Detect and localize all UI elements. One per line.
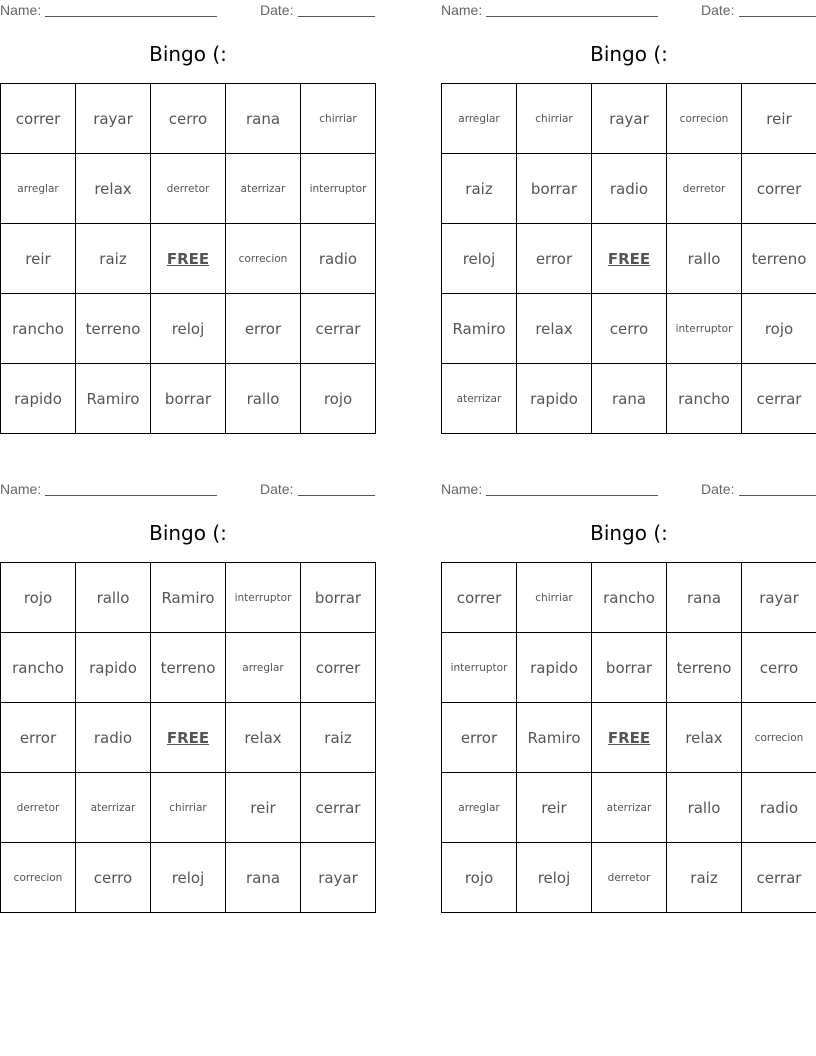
date-blank — [298, 16, 375, 17]
bingo-cell: rojo — [301, 364, 376, 434]
bingo-cell: reloj — [151, 294, 226, 364]
card-header — [441, 0, 816, 22]
bingo-cell: arreglar — [442, 84, 517, 154]
date-label: Date: — [701, 481, 735, 497]
bingo-card-4 — [441, 479, 816, 915]
bingo-cell: relax — [517, 294, 592, 364]
bingo-cell: rallo — [226, 364, 301, 434]
bingo-cell: interruptor — [301, 154, 376, 224]
bingo-cell: interruptor — [442, 633, 517, 703]
card-header — [441, 479, 816, 501]
date-label: Date: — [260, 481, 294, 497]
bingo-cell: rayar — [742, 563, 816, 633]
bingo-cell: raiz — [667, 843, 742, 913]
bingo-cell: rapido — [76, 633, 151, 703]
bingo-cell: correcion — [226, 224, 301, 294]
bingo-cell: cerro — [742, 633, 816, 703]
bingo-cell: relax — [667, 703, 742, 773]
bingo-cell: raiz — [442, 154, 517, 224]
bingo-cell: rancho — [592, 563, 667, 633]
bingo-cell: error — [442, 703, 517, 773]
bingo-card-3 — [0, 479, 376, 915]
bingo-cell: reir — [517, 773, 592, 843]
bingo-cell: correr — [301, 633, 376, 703]
name-blank — [45, 495, 217, 496]
bingo-cell: rana — [226, 843, 301, 913]
free-space-cell: FREE — [592, 224, 667, 294]
bingo-grid — [441, 562, 816, 913]
card-title: Bingo (: — [590, 521, 668, 545]
bingo-card-2 — [441, 0, 816, 436]
name-label: Name: — [441, 2, 483, 18]
bingo-cell: cerro — [151, 84, 226, 154]
bingo-cell: rayar — [592, 84, 667, 154]
free-space-cell: FREE — [592, 703, 667, 773]
date-blank — [739, 16, 816, 17]
bingo-cell: terreno — [667, 633, 742, 703]
bingo-cell: interruptor — [667, 294, 742, 364]
bingo-cell: arreglar — [442, 773, 517, 843]
bingo-cell: relax — [76, 154, 151, 224]
card-header — [0, 0, 376, 22]
bingo-card-1 — [0, 0, 376, 436]
name-blank — [486, 495, 658, 496]
bingo-cell: cerrar — [742, 364, 816, 434]
date-label: Date: — [701, 2, 735, 18]
bingo-cell: rojo — [742, 294, 816, 364]
bingo-grid — [0, 83, 376, 434]
bingo-grid — [441, 83, 816, 434]
bingo-cell: correcion — [667, 84, 742, 154]
card-header — [0, 479, 376, 501]
name-label: Name: — [441, 481, 483, 497]
bingo-cell: derretor — [151, 154, 226, 224]
bingo-cell: correcion — [742, 703, 816, 773]
bingo-cell: aterrizar — [76, 773, 151, 843]
bingo-cell: rallo — [667, 224, 742, 294]
name-blank — [45, 16, 217, 17]
bingo-cell: aterrizar — [592, 773, 667, 843]
bingo-cell: terreno — [742, 224, 816, 294]
bingo-cell: borrar — [151, 364, 226, 434]
bingo-cell: rancho — [667, 364, 742, 434]
bingo-cell: aterrizar — [226, 154, 301, 224]
bingo-cell: radio — [76, 703, 151, 773]
date-blank — [739, 495, 816, 496]
bingo-cell: reloj — [442, 224, 517, 294]
card-title: Bingo (: — [590, 42, 668, 66]
bingo-cell: correr — [442, 563, 517, 633]
bingo-cell: rana — [226, 84, 301, 154]
bingo-cell: derretor — [592, 843, 667, 913]
bingo-cell: reir — [742, 84, 816, 154]
bingo-cell: chirriar — [517, 563, 592, 633]
bingo-cell: chirriar — [517, 84, 592, 154]
bingo-cell: arreglar — [1, 154, 76, 224]
bingo-grid — [0, 562, 376, 913]
bingo-cell: derretor — [1, 773, 76, 843]
bingo-cell: aterrizar — [442, 364, 517, 434]
bingo-cell: Ramiro — [517, 703, 592, 773]
bingo-cell: Ramiro — [442, 294, 517, 364]
free-space-cell: FREE — [151, 224, 226, 294]
bingo-cell: reir — [1, 224, 76, 294]
bingo-cell: correcion — [1, 843, 76, 913]
bingo-cell: borrar — [301, 563, 376, 633]
free-space-cell: FREE — [151, 703, 226, 773]
bingo-cell: radio — [301, 224, 376, 294]
bingo-cell: cerrar — [301, 294, 376, 364]
bingo-cell: reir — [226, 773, 301, 843]
bingo-cell: chirriar — [151, 773, 226, 843]
bingo-cell: error — [1, 703, 76, 773]
bingo-cell: correr — [742, 154, 816, 224]
bingo-cell: error — [517, 224, 592, 294]
bingo-cell: borrar — [592, 633, 667, 703]
bingo-cell: chirriar — [301, 84, 376, 154]
bingo-cell: rallo — [76, 563, 151, 633]
bingo-cell: cerro — [592, 294, 667, 364]
bingo-cell: rapido — [517, 633, 592, 703]
bingo-cell: rayar — [301, 843, 376, 913]
bingo-cell: rana — [592, 364, 667, 434]
bingo-cell: rancho — [1, 633, 76, 703]
bingo-cell: reloj — [151, 843, 226, 913]
bingo-cell: relax — [226, 703, 301, 773]
bingo-cell: rapido — [517, 364, 592, 434]
bingo-cell: cerro — [76, 843, 151, 913]
bingo-cell: borrar — [517, 154, 592, 224]
bingo-cell: rana — [667, 563, 742, 633]
bingo-cell: rojo — [442, 843, 517, 913]
name-blank — [486, 16, 658, 17]
bingo-cell: derretor — [667, 154, 742, 224]
bingo-cell: rallo — [667, 773, 742, 843]
date-label: Date: — [260, 2, 294, 18]
date-blank — [298, 495, 375, 496]
bingo-cell: radio — [592, 154, 667, 224]
bingo-cell: rapido — [1, 364, 76, 434]
bingo-cell: terreno — [151, 633, 226, 703]
bingo-cell: cerrar — [301, 773, 376, 843]
card-title: Bingo (: — [149, 521, 227, 545]
card-title: Bingo (: — [149, 42, 227, 66]
bingo-cell: correr — [1, 84, 76, 154]
bingo-cell: rojo — [1, 563, 76, 633]
bingo-cell: radio — [742, 773, 816, 843]
bingo-cell: raiz — [76, 224, 151, 294]
bingo-cell: error — [226, 294, 301, 364]
bingo-cell: arreglar — [226, 633, 301, 703]
bingo-cell: terreno — [76, 294, 151, 364]
name-label: Name: — [0, 2, 42, 18]
bingo-cell: cerrar — [742, 843, 816, 913]
name-label: Name: — [0, 481, 42, 497]
bingo-cell: Ramiro — [76, 364, 151, 434]
bingo-cell: reloj — [517, 843, 592, 913]
bingo-cell: Ramiro — [151, 563, 226, 633]
bingo-cell: raiz — [301, 703, 376, 773]
bingo-cell: interruptor — [226, 563, 301, 633]
bingo-cell: rancho — [1, 294, 76, 364]
bingo-cell: rayar — [76, 84, 151, 154]
